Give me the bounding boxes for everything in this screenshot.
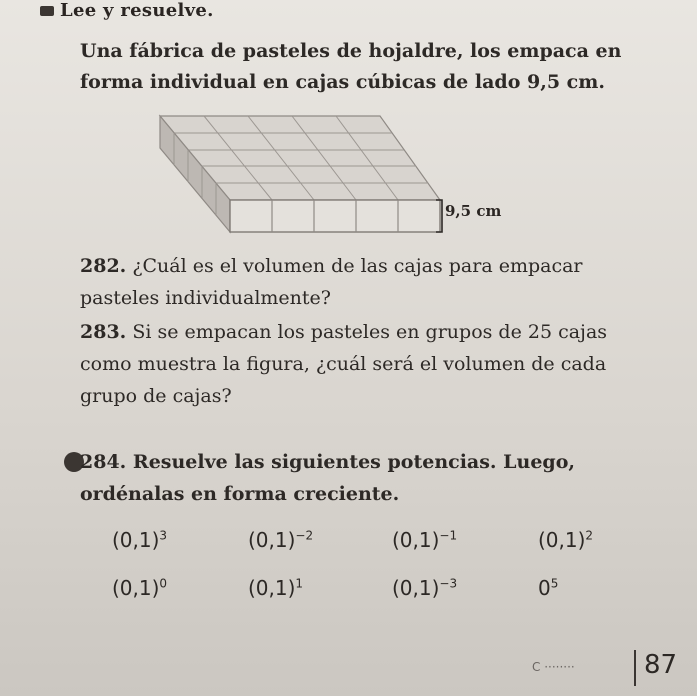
power-item: $(0,1)^3$ <box>112 528 168 552</box>
power-item: $(0,1)^{-2}$ <box>248 528 314 552</box>
footer-mark: C ········ <box>532 660 575 674</box>
power-item: $0^5$ <box>538 576 559 600</box>
page-number: 87 <box>644 650 678 680</box>
question-284 <box>80 446 660 510</box>
question-number: 284. <box>80 451 127 473</box>
question-text: Resuelve las siguientes potencias. Luego, ordénalas en forma creciente. <box>80 451 575 505</box>
footer-divider <box>634 650 636 686</box>
dimension-label: 9,5 cm <box>445 202 502 220</box>
power-item: $(0,1)^2$ <box>538 528 594 552</box>
power-item: $(0,1)^{-3}$ <box>392 576 458 600</box>
question-text: Si se empacan los pasteles en grupos de 25 cajas como muestra la figura, ¿cuál será el volumen de cada grupo de cajas? <box>80 321 608 407</box>
section-title: Lee y resuelve. <box>60 0 214 21</box>
power-item: $(0,1)^{-1}$ <box>392 528 458 552</box>
question-number: 283. <box>80 321 127 343</box>
question-282 <box>80 250 660 314</box>
power-item: $(0,1)^0$ <box>112 576 168 600</box>
problem-intro: Una fábrica de pasteles de hojaldre, los empaca en forma individual en cajas cúbicas de lado 9,5 cm. <box>80 40 622 93</box>
section-header <box>40 0 214 21</box>
question-number: 282. <box>80 255 127 277</box>
section-bullet-icon <box>40 6 54 16</box>
question-283 <box>80 316 660 412</box>
power-item: $(0,1)^1$ <box>248 576 304 600</box>
question-text: ¿Cuál es el volumen de las cajas para empacar pasteles individualmente? <box>80 255 583 309</box>
